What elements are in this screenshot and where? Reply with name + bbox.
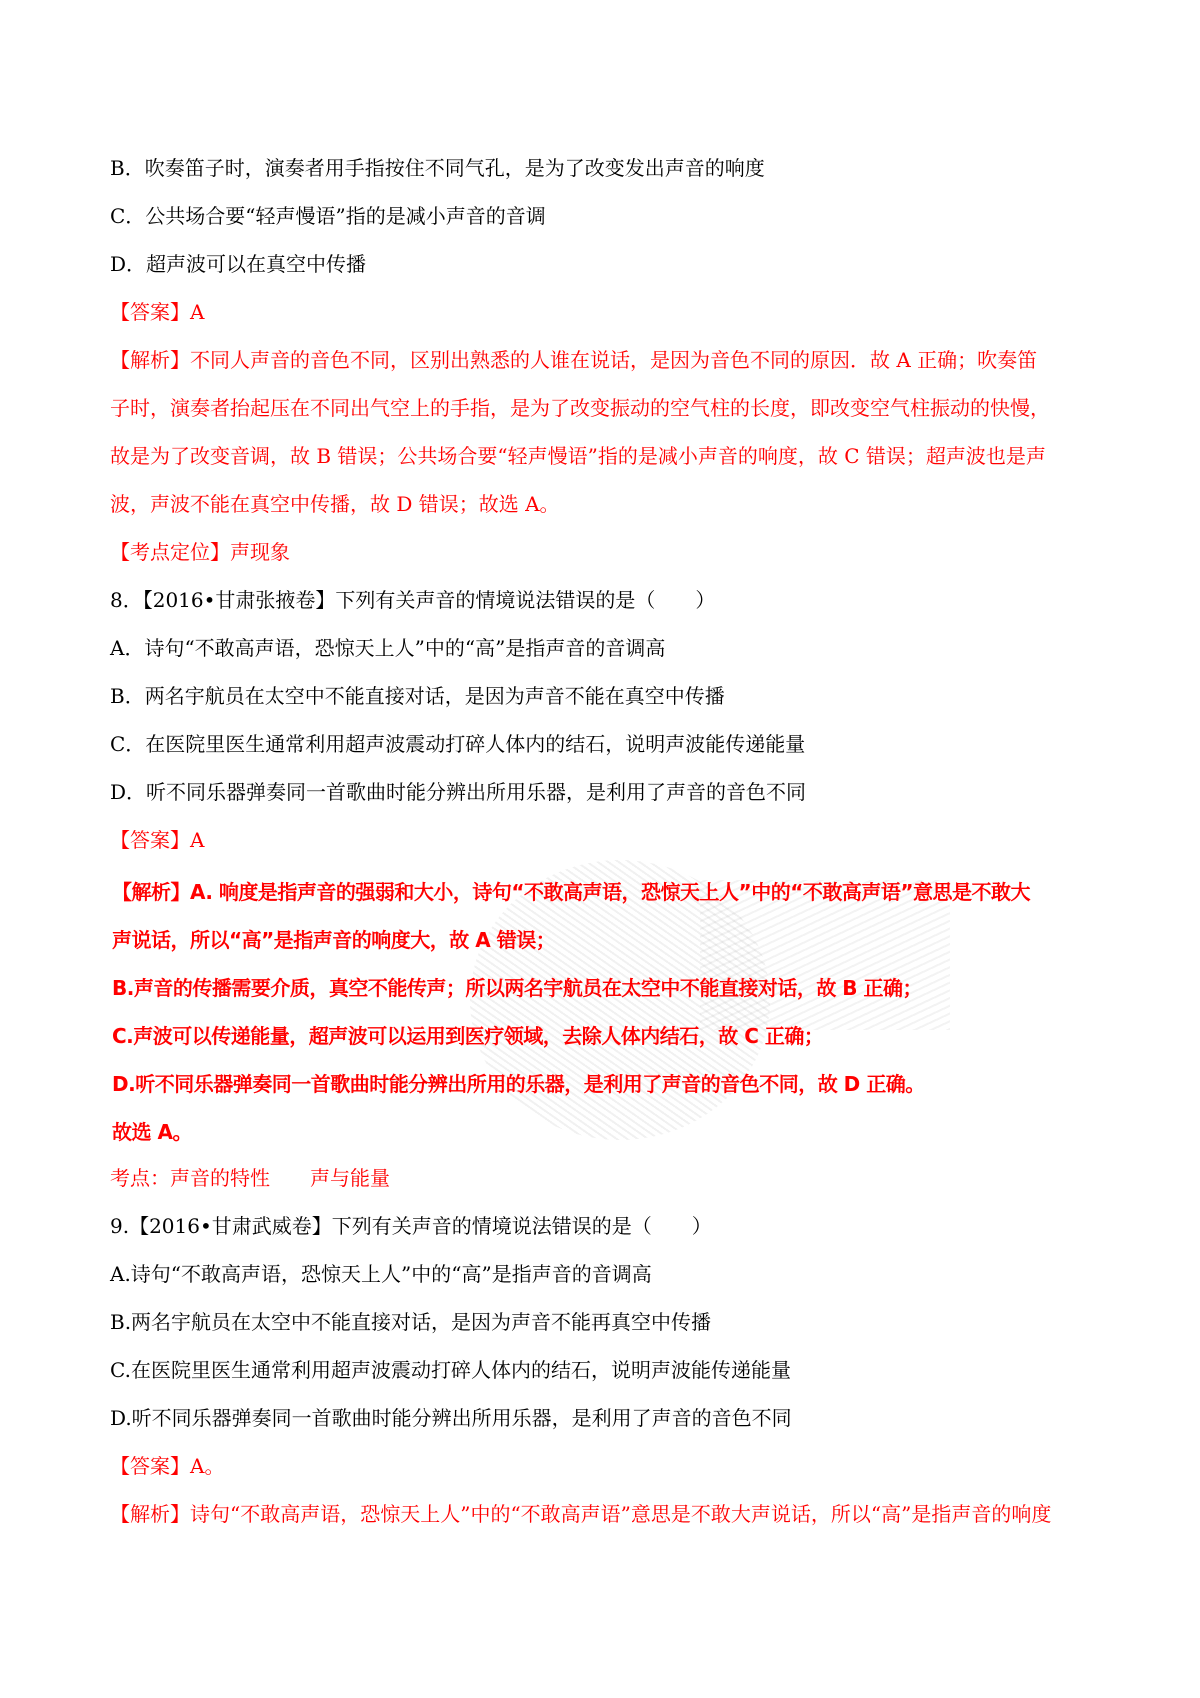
text-line: C．公共场合要“轻声慢语”指的是减小声音的音调 bbox=[110, 204, 546, 228]
analysis-line: C.声波可以传递能量，超声波可以运用到医疗领域，去除人体内结石，故 C 正确； bbox=[112, 1024, 824, 1048]
text-line: D．超声波可以在真空中传播 bbox=[110, 252, 367, 276]
option-line: A．诗句“不敢高声语，恐惊天上人”中的“高”是指声音的音调高 bbox=[110, 636, 666, 660]
topic-line: 【考点定位】声现象 bbox=[110, 540, 290, 564]
option-line: C.在医院里医生通常利用超声波震动打碎人体内的结石，说明声波能传递能量 bbox=[110, 1358, 791, 1382]
analysis-line: 波，声波不能在真空中传播，故 D 错误；故选 A。 bbox=[110, 492, 560, 516]
answer-line: 【答案】A bbox=[110, 828, 205, 852]
topic-line: 考点：声音的特性 声与能量 bbox=[110, 1166, 390, 1190]
analysis-line: 故选 A。 bbox=[112, 1120, 192, 1144]
option-line: C．在医院里医生通常利用超声波震动打碎人体内的结石，说明声波能传递能量 bbox=[110, 732, 806, 756]
analysis-line: 子时，演奏者抬起压在不同出气空上的手指，是为了改变振动的空气柱的长度，即改变空气柱振动的快慢， bbox=[110, 396, 1050, 420]
question-line: 9.【2016•甘肃武威卷】下列有关声音的情境说法错误的是（ ） bbox=[110, 1214, 712, 1238]
analysis-line: 【解析】A. 响度是指声音的强弱和大小，诗句“不敢高声语，恐惊天上人”中的“不敢高声语”意思是不敢大 bbox=[112, 880, 1030, 904]
analysis-line: B.声音的传播需要介质，真空不能传声；所以两名宇航员在太空中不能直接对话，故 B 正确； bbox=[112, 976, 923, 1000]
analysis-line: 【解析】不同人声音的音色不同，区别出熟悉的人谁在说话，是因为音色不同的原因．故 A 正确；吹奏笛 bbox=[110, 348, 1038, 372]
analysis-line: 【解析】诗句“不敢高声语，恐惊天上人”中的“不敢高声语”意思是不敢大声说话，所以“高”是指声音的响度 bbox=[110, 1502, 1052, 1526]
question-line: 8．【2016•甘肃张掖卷】下列有关声音的情境说法错误的是（ ） bbox=[110, 588, 716, 612]
analysis-line: D.听不同乐器弹奏同一首歌曲时能分辨出所用的乐器，是利用了声音的音色不同，故 D 正确。 bbox=[112, 1072, 925, 1096]
analysis-line: 故是为了改变音调，故 B 错误；公共场合要“轻声慢语”指的是减小声音的响度，故 C 错误；超声波也是声 bbox=[110, 444, 1046, 468]
option-line: D.听不同乐器弹奏同一首歌曲时能分辨出所用乐器，是利用了声音的音色不同 bbox=[110, 1406, 792, 1430]
analysis-line: 声说话，所以“高”是指声音的响度大，故 A 错误； bbox=[112, 928, 556, 952]
text-line: B．吹奏笛子时，演奏者用手指按住不同气孔，是为了改变发出声音的响度 bbox=[110, 156, 765, 180]
answer-line: 【答案】A。 bbox=[110, 1454, 225, 1478]
answer-line: 【答案】A bbox=[110, 300, 205, 324]
option-line: B.两名宇航员在太空中不能直接对话，是因为声音不能再真空中传播 bbox=[110, 1310, 712, 1334]
option-line: A.诗句“不敢高声语，恐惊天上人”中的“高”是指声音的音调高 bbox=[110, 1262, 652, 1286]
option-line: D．听不同乐器弹奏同一首歌曲时能分辨出所用乐器，是利用了声音的音色不同 bbox=[110, 780, 807, 804]
option-line: B．两名宇航员在太空中不能直接对话，是因为声音不能在真空中传播 bbox=[110, 684, 725, 708]
